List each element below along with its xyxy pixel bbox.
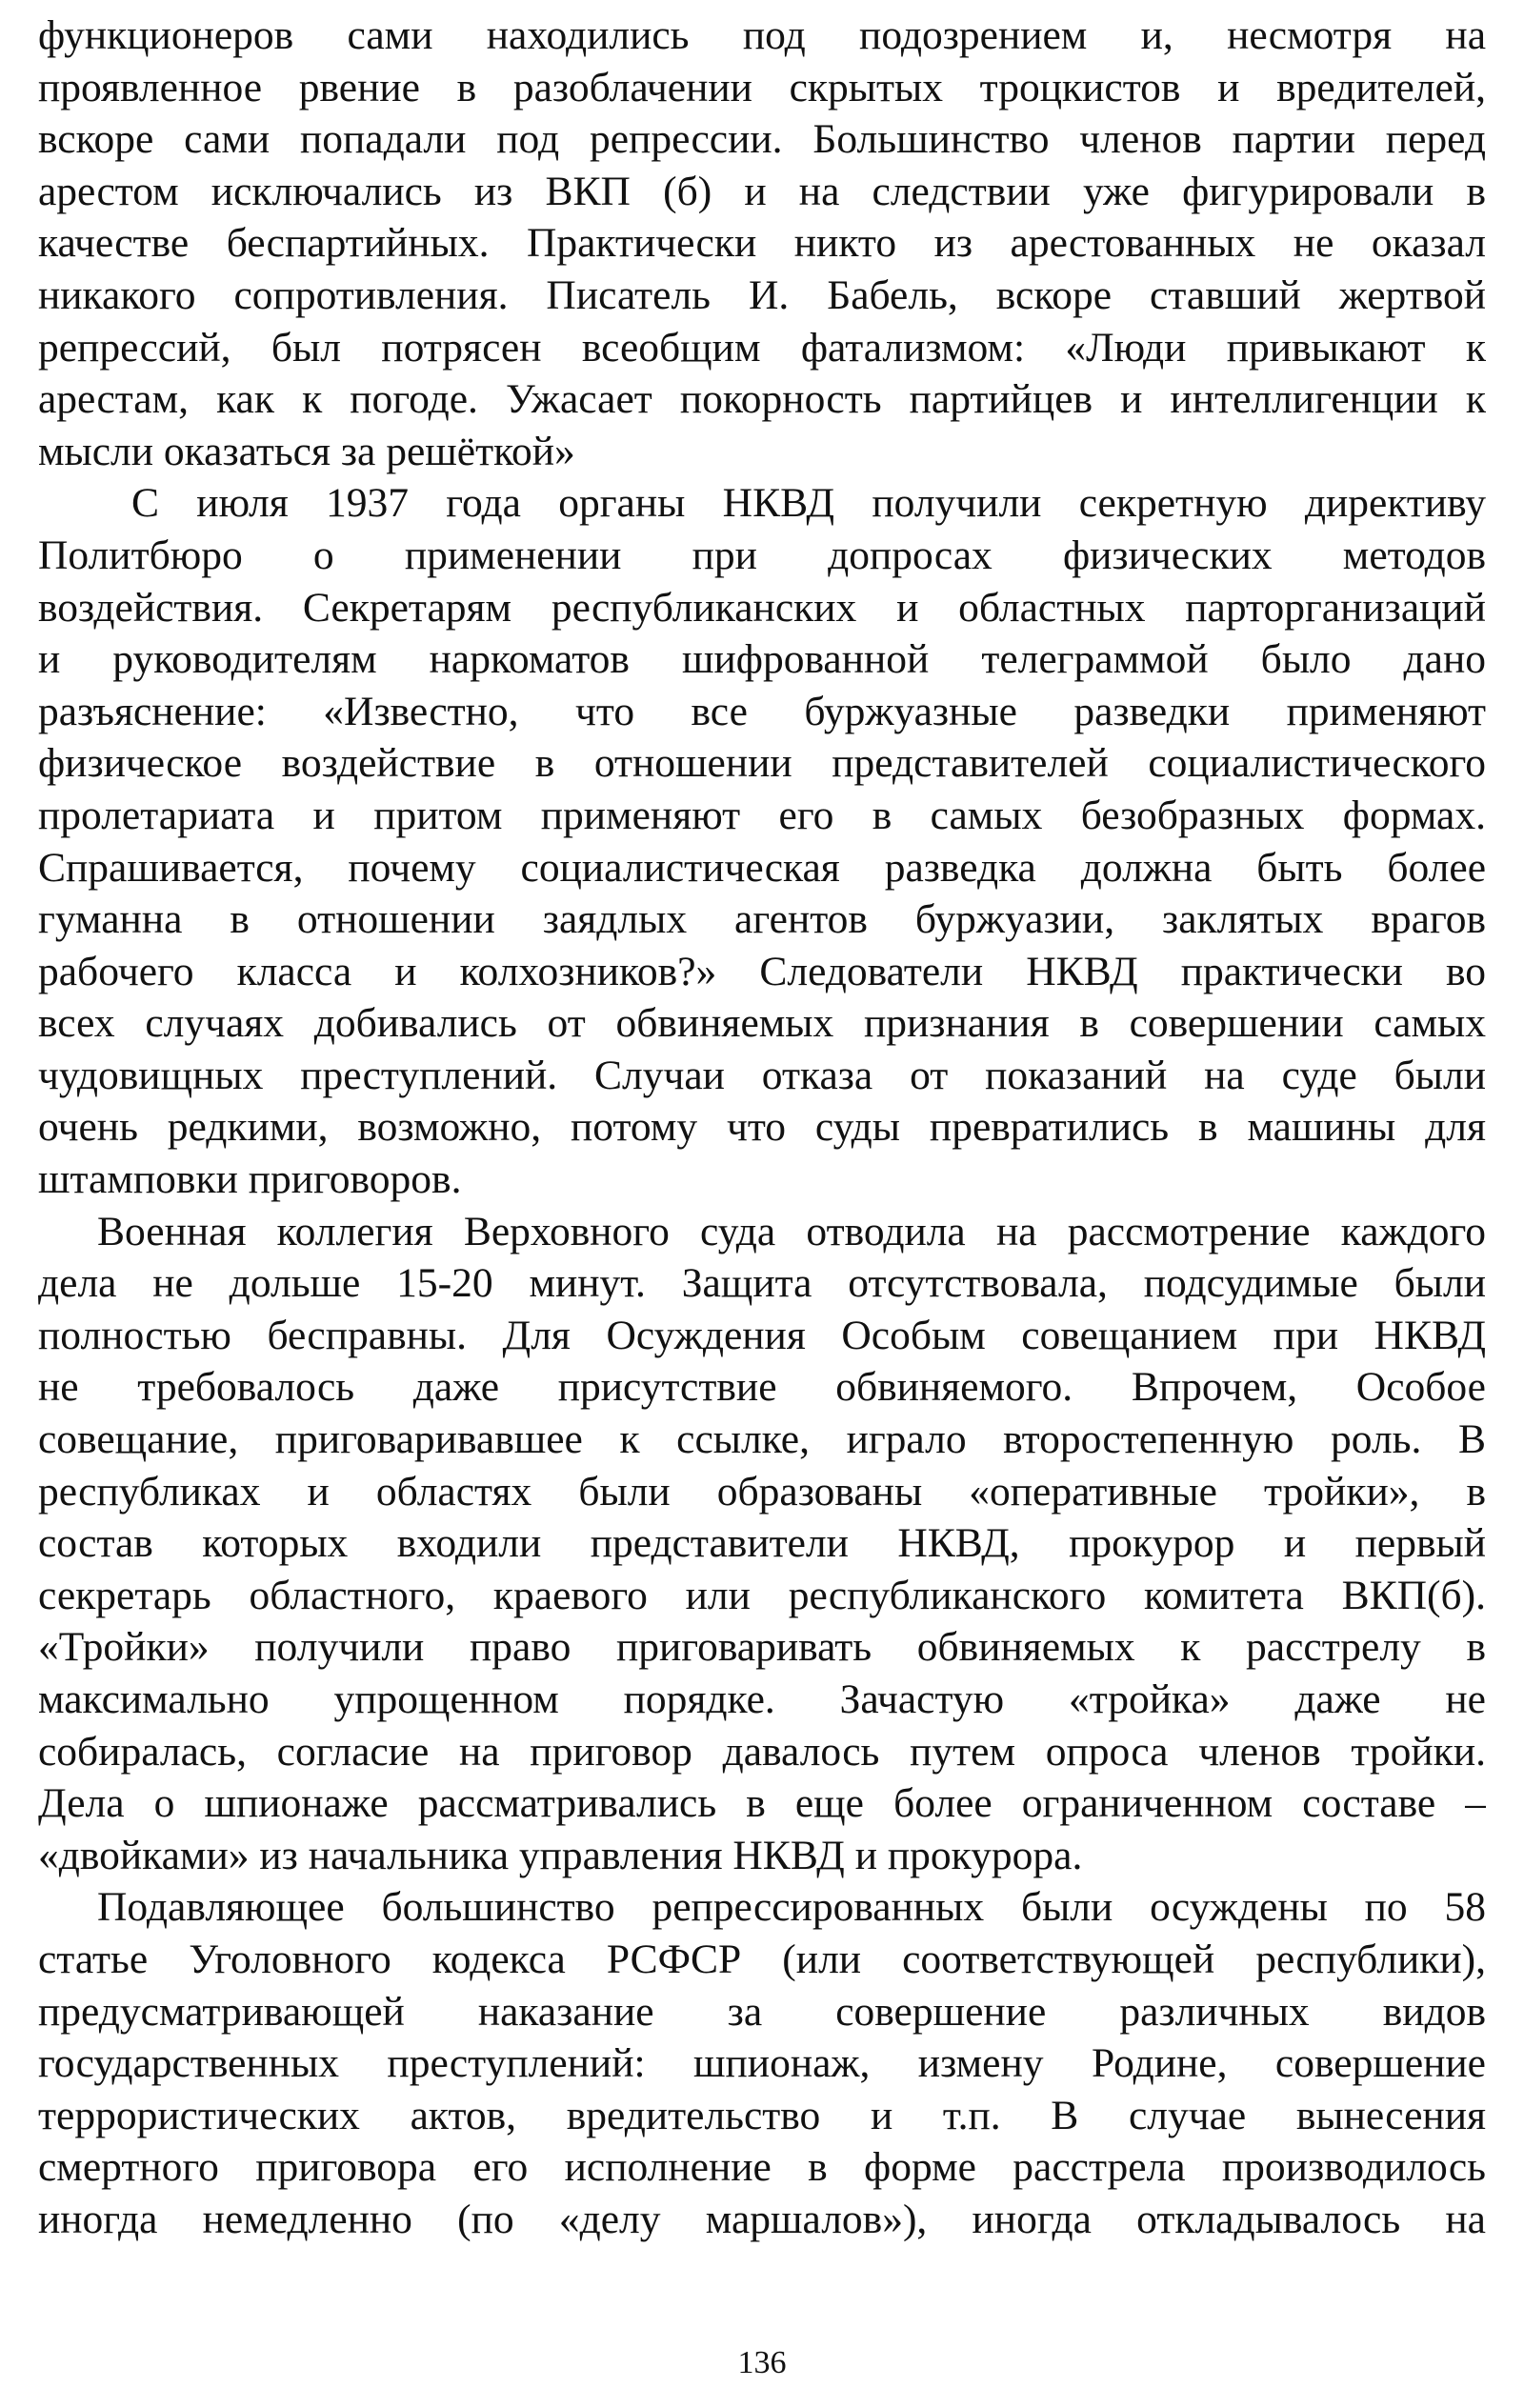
text-line: арестам, как к погоде. Ужасает покорность партийцев и интеллигенции к [38,376,1486,423]
text-line: гуманна в отношении заядлых агентов буржуазии, заклятых врагов [38,896,1486,943]
page-number: 136 [737,2345,787,2380]
text-line: чудовищных преступлений. Случаи отказа от показаний на суде были [38,1052,1486,1098]
document-page [38,10,1486,2246]
text-line: Дела о шпионаже рассматривались в еще более ограниченном составе – [38,1780,1486,1827]
text-line: Политбюро о применении при допросах физических методов [38,532,1486,578]
body-text [38,10,1486,2246]
text-line: проявленное рвение в разоблачении скрытых троцкистов и вредителей, [38,64,1486,110]
paragraph-p2 [38,477,1486,1205]
paragraph-p4 [38,1881,1486,2245]
text-line: статье Уголовного кодекса РСФСР (или соответствующей республики), [38,1936,1486,1982]
text-line: республиках и областях были образованы «оперативные тройки», в [38,1468,1486,1515]
text-line: качестве беспартийных. Практически никто из арестованных не оказал [38,220,1486,267]
text-line: мысли оказаться за решёткой» [38,428,575,474]
text-line: репрессий, был потрясен всеобщим фатализмом: «Люди привыкают к [38,324,1486,371]
text-line: Подавляющее большинство репрессированных были осуждены по 58 [97,1884,1486,1931]
paragraph-p1 [38,10,1486,477]
text-line: предусматривающей наказание за совершение различных видов [38,1988,1486,2035]
text-line: «двойками» из начальника управления НКВД и прокурора. [38,1832,1083,1878]
text-line: разъяснение: «Известно, что все буржуазные разведки применяют [38,688,1486,734]
text-line: собиралась, согласие на приговор давалось путем опроса членов тройки. [38,1728,1486,1775]
text-line: Военная коллегия Верховного суда отводила на рассмотрение каждого [97,1208,1486,1254]
text-line: и руководителям наркоматов шифрованной телеграммой было дано [38,636,1486,683]
text-line: вскоре сами попадали под репрессии. Большинство членов партии перед [38,116,1486,163]
text-line: никакого сопротивления. Писатель И. Бабель, вскоре ставший жертвой [38,271,1486,318]
text-line: не требовалось даже присутствие обвиняемого. Впрочем, Особое [38,1364,1486,1411]
text-line: полностью бесправны. Для Осуждения Особым совещанием при НКВД [38,1312,1486,1358]
text-line: физическое воздействие в отношении представителей социалистического [38,740,1486,787]
text-line: Спрашивается, почему социалистическая разведка должна быть более [38,844,1486,891]
text-line: совещание, приговаривавшее к ссылке, играло второстепенную роль. В [38,1416,1486,1463]
text-line: функционеров сами находились под подозрением и, несмотря на [38,12,1486,58]
text-line: пролетариата и притом применяют его в самых безобразных формах. [38,792,1486,838]
text-line: дела не дольше 15-20 минут. Защита отсутствовала, подсудимые были [38,1260,1486,1307]
text-line: «Тройки» получили право приговаривать обвиняемых к расстрелу в [38,1624,1486,1671]
text-line: смертного приговора его исполнение в форме расстрела производилось [38,2144,1486,2191]
text-line: очень редкими, возможно, потому что суды превратились в машины для [38,1104,1486,1151]
text-line: максимально упрощенном порядке. Зачастую «тройка» даже не [38,1676,1486,1722]
text-line: состав которых входили представители НКВД, прокурор и первый [38,1520,1486,1567]
text-line: штамповки приговоров. [38,1156,462,1203]
text-line: государственных преступлений: шпионаж, измену Родине, совершение [38,2040,1486,2087]
text-line: С июля 1937 года органы НКВД получили секретную директиву [131,480,1486,527]
text-line: арестом исключались из ВКП (б) и на следствии уже фигурировали в [38,168,1486,214]
text-line: всех случаях добивались от обвиняемых признания в совершении самых [38,1000,1486,1047]
text-line: воздействия. Секретарям республиканских и областных парторганизаций [38,584,1486,631]
text-line: иногда немедленно (по «делу маршалов»), иногда откладывалось на [38,2196,1486,2242]
text-line: террористических актов, вредительство и т.п. В случае вынесения [38,2092,1486,2138]
text-line: рабочего класса и колхозников?» Следователи НКВД практически во [38,948,1486,994]
text-line: секретарь областного, краевого или республиканского комитета ВКП(б). [38,1572,1486,1618]
paragraph-p3 [38,1206,1486,1882]
